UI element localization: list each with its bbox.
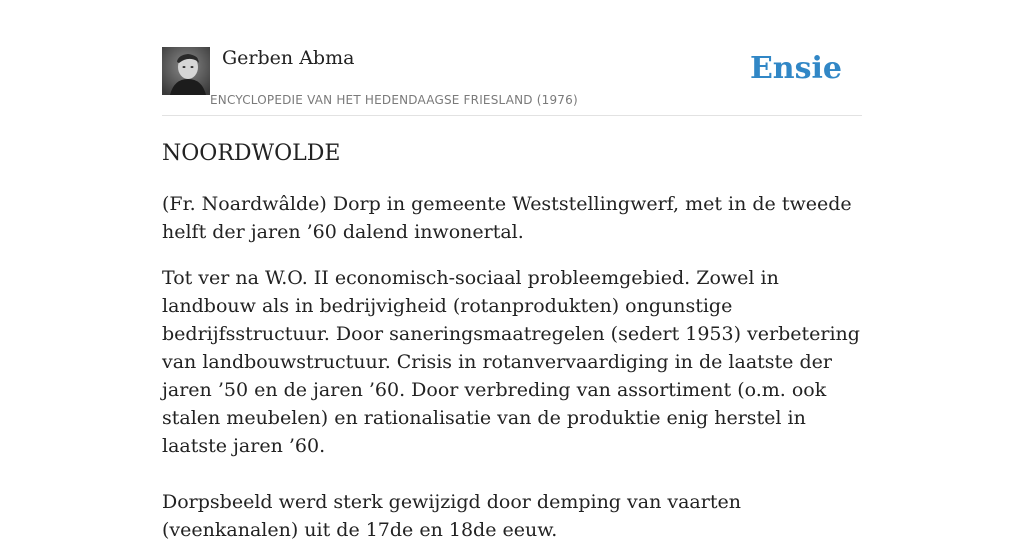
article-body [162,138,862,544]
article-paragraph-intro: (Fr. Noardwâlde) Dorp in gemeente Weststellingwerf, met in de tweede helft der jaren ’60 dalend inwonertal. [162,193,852,243]
article-header [162,0,862,116]
author-name[interactable]: Gerben Abma [222,47,355,69]
author-avatar[interactable] [162,47,210,95]
ensie-logo[interactable]: Ensie [749,51,842,86]
paragraph-gap [162,460,862,488]
article-paragraph-economy: Tot ver na W.O. II economisch-sociaal probleemgebied. Zowel in landbouw als in bedrijvigheid (rotanprodukten) ongunstige bedrijfsstructuur. Door saneringsmaatregelen (sedert 1953) verbetering van landbouwstructuur. Crisis in rotanvervaardiging in de laatste der jaren ’50 en de jaren ’60. Door verbreding van assortiment (o.m. ook stalen meubelen) en rationalisatie van de produktie enig herstel in laatste jaren ’60. [162,267,860,457]
article-paragraph-village: Dorpsbeeld werd sterk gewijzigd door demping van vaarten (veenkanalen) uit de 17de en 18de eeuw. [162,491,741,541]
article-headword: NOORDWOLDE [162,141,341,166]
source-title[interactable]: ENCYCLOPEDIE VAN HET HEDENDAAGSE FRIESLAND (1976) [210,93,578,107]
avatar-portrait-icon [162,47,210,95]
